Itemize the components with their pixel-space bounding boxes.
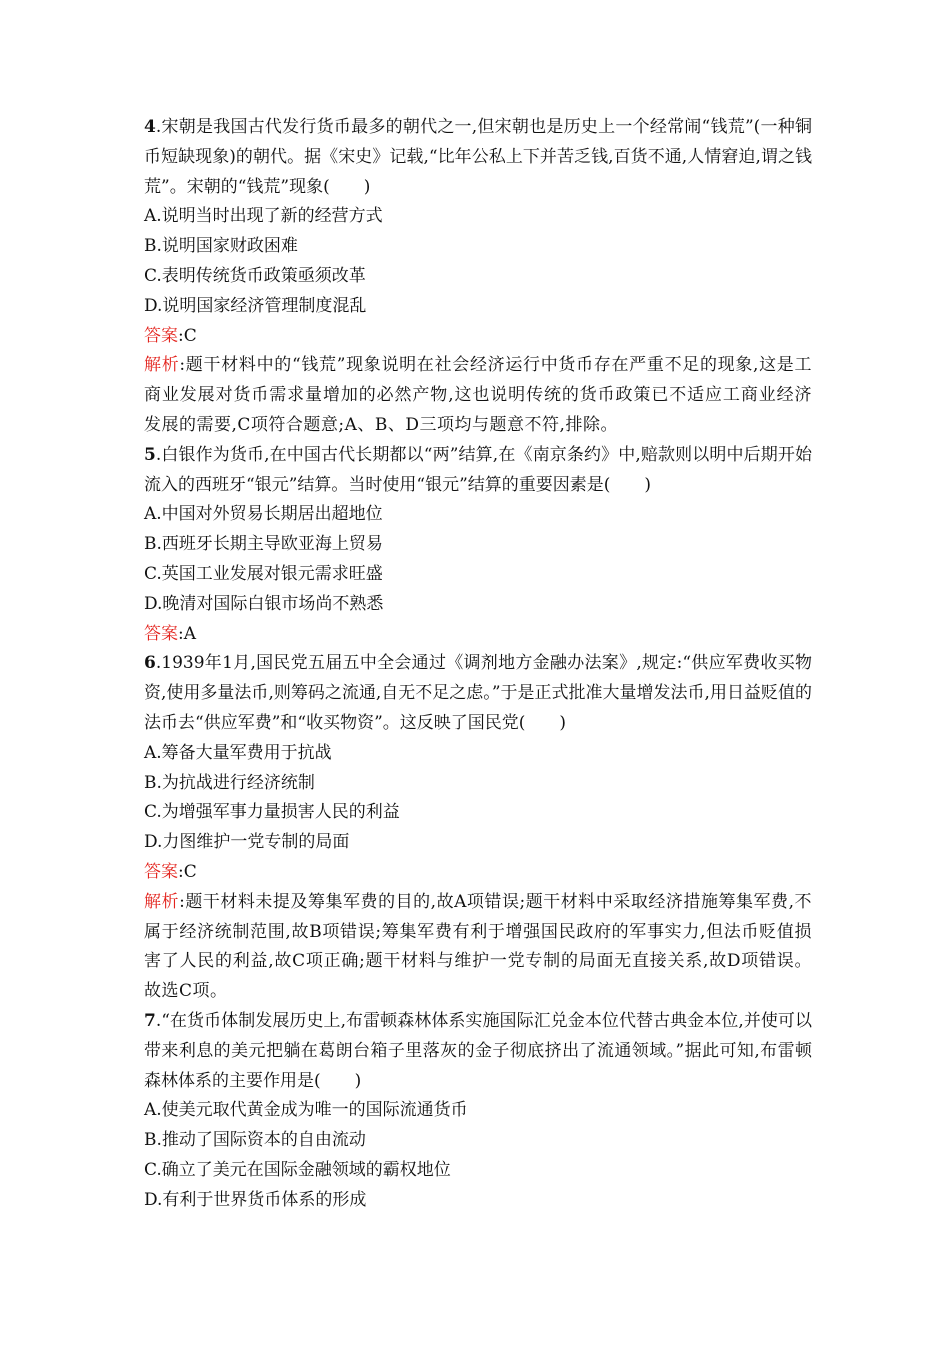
option-a: A.中国对外贸易长期居出超地位: [144, 504, 383, 525]
option-b: B.西班牙长期主导欧亚海上贸易: [144, 534, 383, 555]
question-text: .1939年1月,国民党五届五中全会通过《调剂地方金融办法案》,规定:“供应军费收买物资,使用多量法币,则筹码之流通,自无不足之虑。”于是正式批准大量增发法币,用日益贬值的法币去“供应军费”和“收买物资”。这反映了国民党( ): [144, 653, 812, 733]
option-c: C.表明传统货币政策亟须改革: [144, 265, 366, 286]
answer-label: 答案: [144, 861, 178, 882]
answer-line: [144, 322, 812, 352]
question-stem: [144, 441, 812, 501]
option-a: A.说明当时出现了新的经营方式: [144, 206, 383, 227]
answer-value: :A: [178, 623, 197, 644]
question-5: [144, 441, 812, 650]
question-text: .白银作为货币,在中国古代长期都以“两”结算,在《南京条约》中,赔款则以明中后期开始流入的西班牙“银元”结算。当时使用“银元”结算的重要因素是( ): [144, 444, 812, 495]
question-text: .宋朝是我国古代发行货币最多的朝代之一,但宋朝也是历史上一个经常闹“钱荒”(一种铜币短缺现象)的朝代。据《宋史》记载,“比年公私上下并苦乏钱,百货不通,人情窘迫,谓之钱荒”。宋朝的“钱荒”现象( ): [144, 117, 812, 197]
analysis-label: 解析: [144, 355, 180, 376]
option-a: A.筹备大量军费用于抗战: [144, 742, 332, 763]
analysis-text: :题干材料中的“钱荒”现象说明在社会经济运行中货币存在严重不足的现象,这是工商业发展对货币需求量增加的必然产物,这也说明传统的货币政策已不适应工商业经济发展的需要,C项符合题意;A、B、D三项均与题意不符,排除。: [144, 355, 813, 435]
answer-label: 答案: [144, 325, 178, 346]
analysis-text: :题干材料未提及筹集军费的目的,故A项错误;题干材料中采取经济措施筹集军费,不属于经济统制范围,故B项错误;筹集军费有利于增强国民政府的军事实力,但法币贬值损害了人民的利益,故C项正确;题干材料与维护一党专制的局面无直接关系,故D项错误。故选C项。: [144, 891, 813, 1002]
option-c: C.确立了美元在国际金融领域的霸权地位: [144, 1159, 451, 1180]
option-b: B.推动了国际资本的自由流动: [144, 1130, 366, 1151]
option-d: D.力图维护一党专制的局面: [144, 832, 350, 853]
answer-value: :C: [178, 325, 197, 346]
question-text: .“在货币体制发展历史上,布雷顿森林体系实施国际汇兑金本位代替古典金本位,并使可以带来利息的美元把躺在葛朗台箱子里落灰的金子彻底挤出了流通领域。”据此可知,布雷顿森林体系的主要作用是( ): [144, 1010, 812, 1091]
question-7: [144, 1007, 812, 1216]
option-c: C.为增强军事力量损害人民的利益: [144, 802, 400, 823]
answer-label: 答案: [144, 623, 178, 644]
option-b: B.为抗战进行经济统制: [144, 772, 315, 793]
analysis-label: 解析: [144, 891, 180, 912]
option-c: C.英国工业发展对银元需求旺盛: [144, 563, 383, 584]
question-4: [144, 113, 812, 441]
question-number: 6: [144, 653, 156, 674]
question-number: 4: [144, 117, 156, 137]
option-d: D.有利于世界货币体系的形成: [144, 1189, 367, 1210]
option-d: D.说明国家经济管理制度混乱: [144, 295, 367, 316]
question-stem: [144, 649, 812, 738]
document-page: [144, 113, 812, 1215]
answer-value: :C: [178, 861, 197, 882]
option-a: A.使美元取代黄金成为唯一的国际流通货币: [144, 1100, 468, 1121]
answer-line: [144, 620, 812, 650]
option-d: D.晚清对国际白银市场尚不熟悉: [144, 593, 384, 614]
question-stem: [144, 1007, 812, 1096]
question-number: 7: [144, 1010, 156, 1031]
question-6: [144, 649, 812, 1007]
analysis-paragraph: [144, 351, 812, 440]
question-number: 5: [144, 444, 156, 465]
option-b: B.说明国家财政困难: [144, 236, 298, 257]
analysis-paragraph: [144, 888, 812, 1007]
answer-line: [144, 858, 812, 888]
question-stem: [144, 113, 812, 202]
